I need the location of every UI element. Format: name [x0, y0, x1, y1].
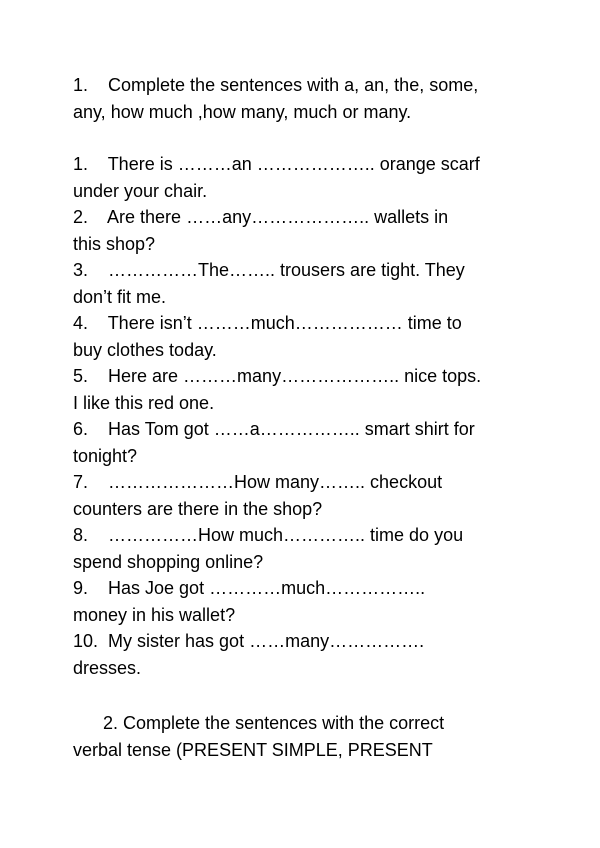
- exercise-item-1: [73, 151, 543, 204]
- section-2-heading: [73, 710, 543, 763]
- exercise-item-6: [73, 416, 543, 469]
- exercise-item-4: [73, 310, 543, 363]
- exercise-item-line-1: 8. ……………How much………….. time do you: [73, 525, 464, 545]
- exercise-item-3: [73, 257, 543, 310]
- section-2-heading-line-2: verbal tense (PRESENT SIMPLE, PRESENT: [73, 739, 433, 760]
- exercise-1-list: [73, 151, 543, 681]
- exercise-item-line-2: dresses.: [73, 657, 142, 678]
- exercise-item-line-2: I like this red one.: [73, 392, 215, 413]
- exercise-item-line-2: money in his wallet?: [73, 604, 236, 625]
- exercise-item-line-1: 10. My sister has got ……many…………….: [73, 631, 425, 651]
- exercise-item-line-1: 9. Has Joe got …………much……………..: [73, 578, 426, 598]
- exercise-item-line-1: 4. There isn’t ………much……………… time to: [73, 313, 462, 333]
- exercise-item-10: [73, 628, 543, 681]
- exercise-item-7: [73, 469, 543, 522]
- exercise-item-line-2: don’t fit me.: [73, 286, 167, 307]
- exercise-item-line-2: spend shopping online?: [73, 551, 264, 572]
- exercise-item-line-2: this shop?: [73, 233, 156, 254]
- exercise-item-5: [73, 363, 543, 416]
- exercise-item-line-1: 2. Are there ……any……………….. wallets in: [73, 207, 449, 227]
- exercise-item-line-1: 7. …………………How many…….. checkout: [73, 472, 443, 492]
- section-1-heading-line-2: any, how much ,how many, much or many.: [73, 101, 412, 122]
- exercise-item-line-1: 1. There is ………an ……………….. orange scarf: [73, 154, 480, 174]
- section-1-heading: [73, 72, 543, 125]
- exercise-item-line-1: 5. Here are ………many……………….. nice tops.: [73, 366, 482, 386]
- exercise-item-8: [73, 522, 543, 575]
- exercise-item-line-1: 3. ……………The…….. trousers are tight. They: [73, 260, 465, 280]
- exercise-item-line-2: under your chair.: [73, 180, 208, 201]
- section-1-heading-line-1: 1. Complete the sentences with a, an, the, some,: [73, 75, 479, 95]
- section-2-heading-line-1: 2. Complete the sentences with the correct: [73, 713, 445, 733]
- exercise-item-9: [73, 575, 543, 628]
- exercise-item-line-2: tonight?: [73, 445, 138, 466]
- exercise-item-line-2: buy clothes today.: [73, 339, 217, 360]
- exercise-item-2: [73, 204, 543, 257]
- exercise-item-line-2: counters are there in the shop?: [73, 498, 323, 519]
- exercise-item-line-1: 6. Has Tom got ……a…………….. smart shirt for: [73, 419, 475, 439]
